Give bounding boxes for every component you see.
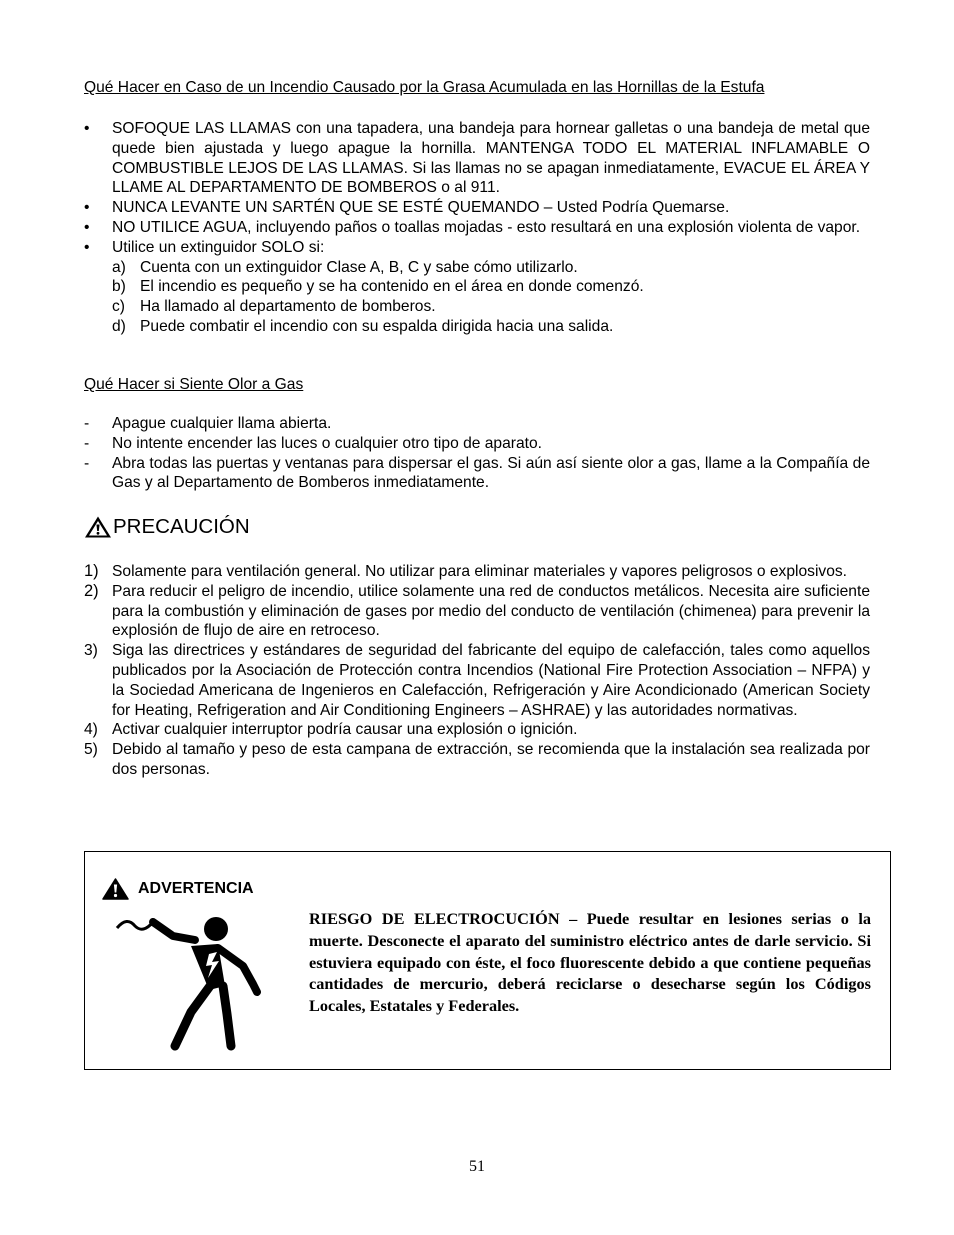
sub-list-item-text: Puede combatir el incendio con su espalda dirigida hacia una salida. [140, 317, 614, 335]
list-item [84, 434, 870, 454]
sub-list-item-text: Cuenta con un extinguidor Clase A, B, C y sabe cómo utilizarlo. [140, 258, 578, 276]
list-item [84, 198, 870, 218]
bullet-marker: • [84, 120, 90, 137]
list-item-text: Apague cualquier llama abierta. [112, 415, 332, 432]
grease-fire-list [84, 119, 870, 337]
sub-list-item-text: El incendio es pequeño y se ha contenido en el área en donde comenzó. [140, 278, 644, 296]
list-item [84, 641, 870, 720]
list-item [84, 414, 870, 434]
page-number: 51 [469, 1158, 485, 1175]
dash-marker: - [84, 434, 90, 452]
electric-shock-hazard-icon [113, 914, 273, 1054]
bullet-marker: • [84, 199, 90, 217]
list-item-text: Activar cualquier interruptor podría causar una explosión o ignición. [112, 721, 578, 739]
warning-box [84, 851, 891, 1070]
number-marker: 2) [84, 581, 99, 600]
list-item-text: Solamente para ventilación general. No utilizar para eliminar materiales y vapores peligrosos o explosivos. [112, 563, 848, 580]
list-item-text: Utilice un extinguidor SOLO si: [112, 238, 325, 256]
extinguisher-conditions-list [112, 258, 870, 337]
list-item [84, 218, 870, 238]
list-item [84, 454, 870, 494]
list-item [84, 562, 870, 582]
number-marker: 4) [84, 721, 98, 739]
list-item-text: Abra todas las puertas y ventanas para dispersar el gas. Si aún así siente olor a gas, llame a la Compañía de Gas y al Departamento de Bomberos inmediatamente. [112, 454, 870, 492]
letter-marker: a) [112, 258, 126, 276]
bullet-marker: • [84, 238, 90, 256]
list-item-text: No intente encender las luces o cualquier otro tipo de aparato. [112, 434, 542, 452]
letter-marker: b) [112, 278, 126, 296]
gas-smell-list [84, 414, 870, 493]
list-item [84, 720, 870, 740]
caution-heading [84, 514, 250, 540]
list-item-text: Debido al tamaño y peso de esta campana de extracción, se recomienda que la instalación sea realizada por dos personas. [112, 741, 870, 778]
sub-list-item-text: Ha llamado al departamento de bomberos. [140, 298, 436, 316]
warning-title: ADVERTENCIA [138, 880, 254, 898]
list-item [84, 582, 870, 641]
gas-smell-heading: Qué Hacer si Siente Olor a Gas [84, 376, 304, 393]
list-item-text: Siga las directrices y estándares de seguridad del fabricante del equipo de calefacción, tales como aquellos publicados por la Asociación de Protección contra Incendios (National Fire Protection Association – NFPA) y la Sociedad Americana de Ingenieros en Calefacción, Refrigeración y Aire Acondicionado (American Society for Heating, Refrigeration and Air Conditioning Engineers – ASHRAE) y las autoridades normativas. [112, 642, 870, 719]
dash-marker: - [84, 454, 90, 472]
warning-text: RIESGO DE ELECTROCUCIÓN – Puede resultar en lesiones serias o la muerte. Desconecte el aparato del suministro eléctrico antes de darle servicio. Si estuviera equipado con éste, el foco fluorescente debido a que contiene pequeñas cantidades de mercurio, deberá reciclarse o desecharse según los Códigos Locales, Estatales y Federales. [309, 909, 871, 1016]
letter-marker: c) [112, 298, 125, 316]
sub-list-item [112, 277, 870, 297]
dash-marker: - [84, 415, 90, 432]
warning-triangle-icon [102, 878, 129, 900]
bullet-marker: • [84, 218, 90, 236]
list-item-text: SOFOQUE LAS LLAMAS con una tapadera, una bandeja para hornear galletas o una bandeja de metal que quede bien ajustada y luego apague la hornilla. MANTENGA TODO EL MATERIAL INFLAMABLE O COMBUSTIBLE LEJOS DE LAS LLAMAS. Si las llamas no se apagan inmediatamente, EVACUE EL ÁREA Y LLAME AL DEPARTAMENTO DE BOMBEROS o al 911. [112, 120, 870, 197]
list-item-text: Para reducir el peligro de incendio, utilice solamente una red de conductos metálicos. Necesita aire suficiente para la combustión y eliminación de gases por medio del conducto de ventilación (chimenea) para prevenir la explosión de flujo de aire en retroceso. [112, 582, 870, 640]
number-marker: 3) [84, 642, 98, 660]
caution-title: PRECAUCIÓN [113, 515, 250, 538]
sub-list-item [112, 317, 870, 337]
grease-fire-heading: Qué Hacer en Caso de un Incendio Causado por la Grasa Acumulada en las Hornillas de la Estufa [84, 79, 765, 96]
sub-list-item [112, 258, 870, 278]
caution-list [84, 562, 870, 780]
warning-triangle-icon [84, 515, 112, 539]
list-item [84, 740, 870, 780]
list-item-text: NO UTILICE AGUA, incluyendo paños o toallas mojadas - esto resultará en una explosión violenta de vapor. [112, 218, 861, 236]
list-item [84, 119, 870, 198]
list-item [84, 238, 870, 337]
number-marker: 1) [84, 562, 99, 580]
number-marker: 5) [84, 741, 98, 759]
letter-marker: d) [112, 317, 126, 335]
warning-heading [102, 878, 254, 900]
list-item-text: NUNCA LEVANTE UN SARTÉN QUE SE ESTÉ QUEMANDO – Usted Podría Quemarse. [112, 199, 730, 217]
sub-list-item [112, 297, 870, 317]
